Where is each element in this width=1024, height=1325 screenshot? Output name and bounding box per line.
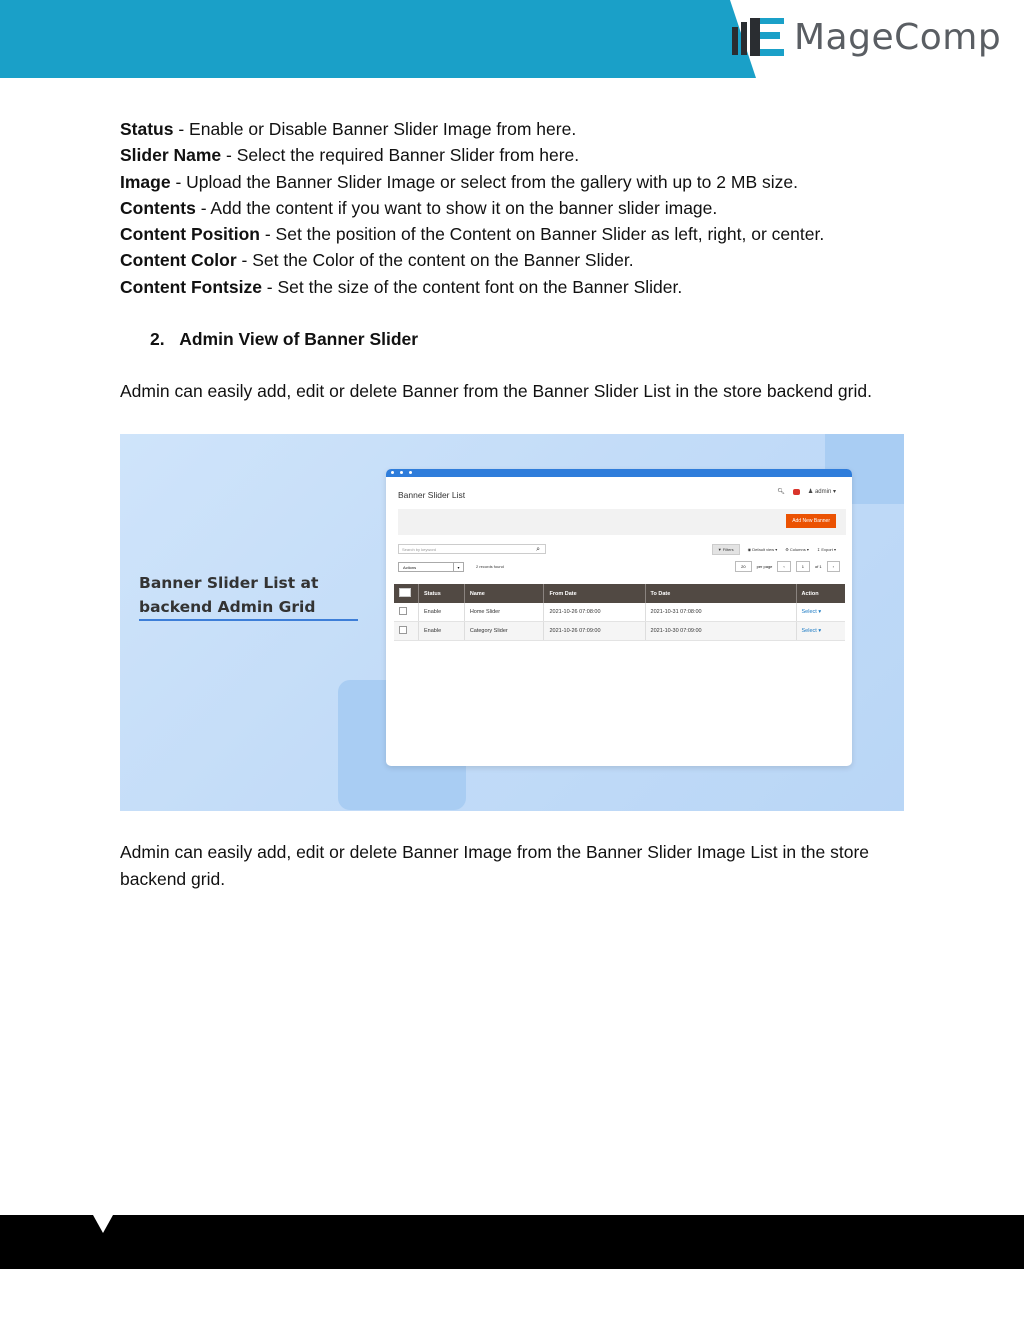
cell-from-date: 2021-10-26 07:08:00 <box>544 603 645 622</box>
search-placeholder: Search by keyword <box>402 547 437 552</box>
field-line <box>120 169 920 195</box>
next-page-button[interactable]: › <box>827 561 840 572</box>
mass-actions-label: Actions <box>403 565 417 570</box>
field-line <box>120 274 920 300</box>
gear-icon: ⚙ <box>785 547 789 552</box>
page-actions <box>398 509 846 535</box>
mass-select-header[interactable] <box>394 584 419 603</box>
cell-name: Home Slider <box>464 603 544 622</box>
field-line <box>120 116 920 142</box>
search-icon[interactable]: 🔍︎ <box>777 489 785 495</box>
field-desc: - Set the position of the Content on Banner Slider as left, right, or center. <box>259 224 825 245</box>
grid-header-row <box>394 584 845 603</box>
filters-button[interactable]: ▼ Filters <box>712 544 740 555</box>
paragraph-banner-list: Admin can easily add, edit or delete Banner from the Banner Slider List in the store backend grid. <box>120 381 872 401</box>
admin-window <box>386 469 852 766</box>
field-label: Slider Name <box>120 145 222 166</box>
eye-icon: ◉ <box>747 547 752 552</box>
field-line <box>120 195 920 221</box>
download-icon: ↧ <box>816 547 821 552</box>
per-page-select[interactable]: 20 <box>735 561 751 572</box>
cell-to-date: 2021-10-30 07:09:00 <box>645 622 796 641</box>
mass-actions-select[interactable] <box>398 562 464 572</box>
page-footer <box>0 1215 1024 1269</box>
field-label: Content Fontsize <box>120 276 262 297</box>
add-new-banner-button[interactable]: Add New Banner <box>786 514 836 528</box>
field-line <box>120 142 920 168</box>
per-page-label: per page <box>756 564 773 569</box>
export-dropdown[interactable] <box>817 547 836 552</box>
banner-caption-line: backend Admin Grid <box>139 598 316 616</box>
banner-caption <box>139 571 369 619</box>
default-view-dropdown[interactable] <box>748 547 778 552</box>
cell-status: Enable <box>419 622 465 641</box>
field-label: Content Position <box>120 224 260 245</box>
field-label: Status <box>120 119 174 139</box>
section-title: Admin View of Banner Slider <box>179 329 419 349</box>
section-heading <box>150 329 418 350</box>
user-name: admin ▾ <box>814 489 836 495</box>
column-header-from-date[interactable]: From Date <box>544 584 645 603</box>
field-desc: - Select the required Banner Slider from here. <box>221 145 580 166</box>
mass-select-checkbox[interactable] <box>399 588 411 597</box>
footer-notch <box>93 1215 113 1233</box>
banner-caption-line: Banner Slider List at <box>139 574 319 592</box>
page-input[interactable]: 1 <box>796 561 810 572</box>
user-icon: ♟ <box>807 489 814 495</box>
search-icon[interactable]: ⌕ <box>536 546 540 553</box>
records-count: 2 records found <box>476 564 504 569</box>
field-desc: - Set the Color of the content on the Banner Slider. <box>236 250 634 271</box>
field-descriptions <box>120 116 920 300</box>
column-header-to-date[interactable]: To Date <box>645 584 796 603</box>
user-menu[interactable] <box>808 488 836 495</box>
column-header-action: Action <box>796 584 845 603</box>
field-line <box>120 221 920 247</box>
notification-icon[interactable] <box>793 489 800 495</box>
export-label: Export ▾ <box>821 547 836 552</box>
window-dot <box>391 471 394 474</box>
field-line <box>120 247 920 273</box>
window-dot <box>409 471 412 474</box>
section-number: 2. <box>150 329 165 349</box>
field-label: Image <box>120 171 171 192</box>
default-view-label: Default view ▾ <box>752 547 778 552</box>
cell-status: Enable <box>419 603 465 622</box>
field-label: Contents <box>120 197 196 218</box>
column-header-name[interactable]: Name <box>464 584 544 603</box>
cell-action <box>796 603 845 622</box>
column-header-status[interactable]: Status <box>419 584 465 603</box>
cell-name: Category Slider <box>464 622 544 641</box>
cell-from-date: 2021-10-26 07:09:00 <box>544 622 645 641</box>
magecomp-logo-icon <box>730 12 786 62</box>
grid-toolbar <box>712 544 836 555</box>
window-titlebar <box>386 469 852 477</box>
page-title: Banner Slider List <box>398 490 466 500</box>
chevron-down-icon: ▾ <box>453 563 463 571</box>
filters-label: Filters <box>722 547 734 552</box>
search-input[interactable] <box>398 544 546 554</box>
field-desc: - Upload the Banner Slider Image or select from the gallery with up to 2 MB size. <box>170 171 798 192</box>
row-select-cell <box>394 603 419 622</box>
brand-name: MageComp <box>794 16 1002 58</box>
paragraph-banner-image-list: Admin can easily add, edit or delete Banner Image from the Banner Slider Image List in the store backend grid. <box>120 842 870 889</box>
page-count: of 1 <box>814 564 822 569</box>
field-desc: - Add the content if you want to show it on the banner slider image. <box>195 197 718 218</box>
field-desc: - Enable or Disable Banner Slider Image from here. <box>173 119 577 139</box>
row-action-select[interactable]: Select ▾ <box>801 628 822 634</box>
row-select-cell <box>394 622 419 641</box>
row-action-select[interactable]: Select ▾ <box>801 609 822 615</box>
cell-to-date: 2021-10-31 07:08:00 <box>645 603 796 622</box>
table-row <box>394 622 845 641</box>
field-desc: - Set the size of the content font on the Banner Slider. <box>261 276 683 297</box>
cell-action <box>796 622 845 641</box>
row-checkbox[interactable] <box>399 607 407 615</box>
window-dot <box>400 471 403 474</box>
row-checkbox[interactable] <box>399 626 407 634</box>
magecomp-logo <box>730 12 1001 62</box>
columns-dropdown[interactable] <box>785 547 809 552</box>
admin-header-icons <box>777 488 836 495</box>
field-label: Content Color <box>120 250 237 271</box>
caption-underline <box>139 619 358 621</box>
table-row <box>394 603 845 622</box>
pagination <box>735 561 840 572</box>
banner-grid <box>394 584 845 641</box>
prev-page-button[interactable]: ‹ <box>777 561 790 572</box>
columns-label: Columns ▾ <box>789 547 809 552</box>
banner-slider-screenshot <box>120 434 904 811</box>
